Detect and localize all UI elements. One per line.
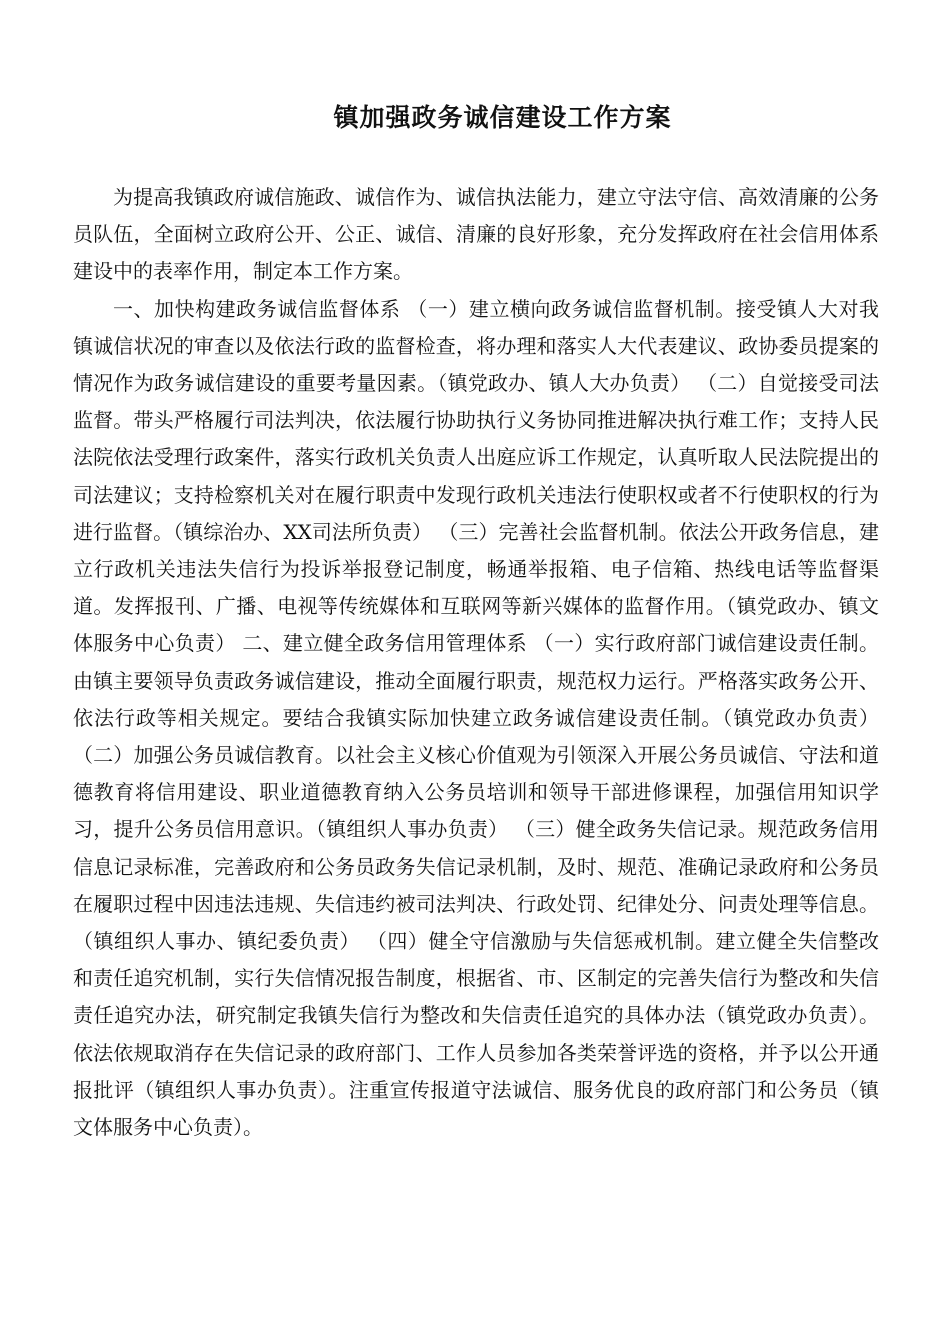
intro-paragraph: 为提高我镇政府诚信施政、诚信作为、诚信执法能力，建立守法守信、高效清廉的公务员队伍，全面树立政府公开、公正、诚信、清廉的良好形象，充分发挥政府在社会信用体系建设中的表率作用，制定本工作方案。: [73, 185, 879, 284]
document-body: [73, 179, 879, 1146]
document-title: 镇加强政务诚信建设工作方案: [333, 103, 672, 132]
main-paragraph: 一、加快构建政务诚信监督体系 （一）建立横向政务诚信监督机制。接受镇人大对我镇诚信状况的审查以及依法行政的监督检查，将办理和落实人大代表建议、政协委员提案的情况作为政务诚信建设的重要考量因素。（镇党政办、镇人大办负责） （二）自觉接受司法监督。带头严格履行司法判决，依法履行协助执行义务协同推进解决执行难工作；支持人民法院依法受理行政案件，落实行政机关负责人出庭应诉工作规定，认真听取人民法院提出的司法建议；支持检察机关对在履行职责中发现行政机关违法行使职权或者不行使职权的行为进行监督。（镇综治办、XX司法所负责） （三）完善社会监督机制。依法公开政务信息，建立行政机关违法失信行为投诉举报登记制度，畅通举报箱、电子信箱、热线电话等监督渠道。发挥报刊、广播、电视等传统媒体和互联网等新兴媒体的监督作用。（镇党政办、镇文体服务中心负责） 二、建立健全政务信用管理体系 （一）实行政府部门诚信建设责任制。由镇主要领导负责政务诚信建设，推动全面履行职责，规范权力运行。严格落实政务公开、依法行政等相关规定。要结合我镇实际加快建立政务诚信建设责任制。（镇党政办负责） （二）加强公务员诚信教育。以社会主义核心价值观为引领深入开展公务员诚信、守法和道德教育将信用建设、职业道德教育纳入公务员培训和领导干部进修课程，加强信用知识学习，提升公务员信用意识。（镇组织人事办负责） （三）健全政务失信记录。规范政务信用信息记录标准，完善政府和公务员政务失信记录机制，及时、规范、准确记录政府和公务员在履职过程中因违法违规、失信违约被司法判决、行政处罚、纪律处分、问责处理等信息。（镇组织人事办、镇纪委负责） （四）健全守信激励与失信惩戒机制。建立健全失信整改和责任追究机制，实行失信情况报告制度，根据省、市、区制定的完善失信行为整改和失信责任追究办法，研究制定我镇失信行为整改和失信责任追究的具体办法（镇党政办负责）。依法依规取消存在失信记录的政府部门、工作人员参加各类荣誉评选的资格，并予以公开通报批评（镇组织人事办负责）。注重宣传报道守法诚信、服务优良的政府部门和公务员（镇文体服务中心负责）。: [73, 296, 879, 1140]
